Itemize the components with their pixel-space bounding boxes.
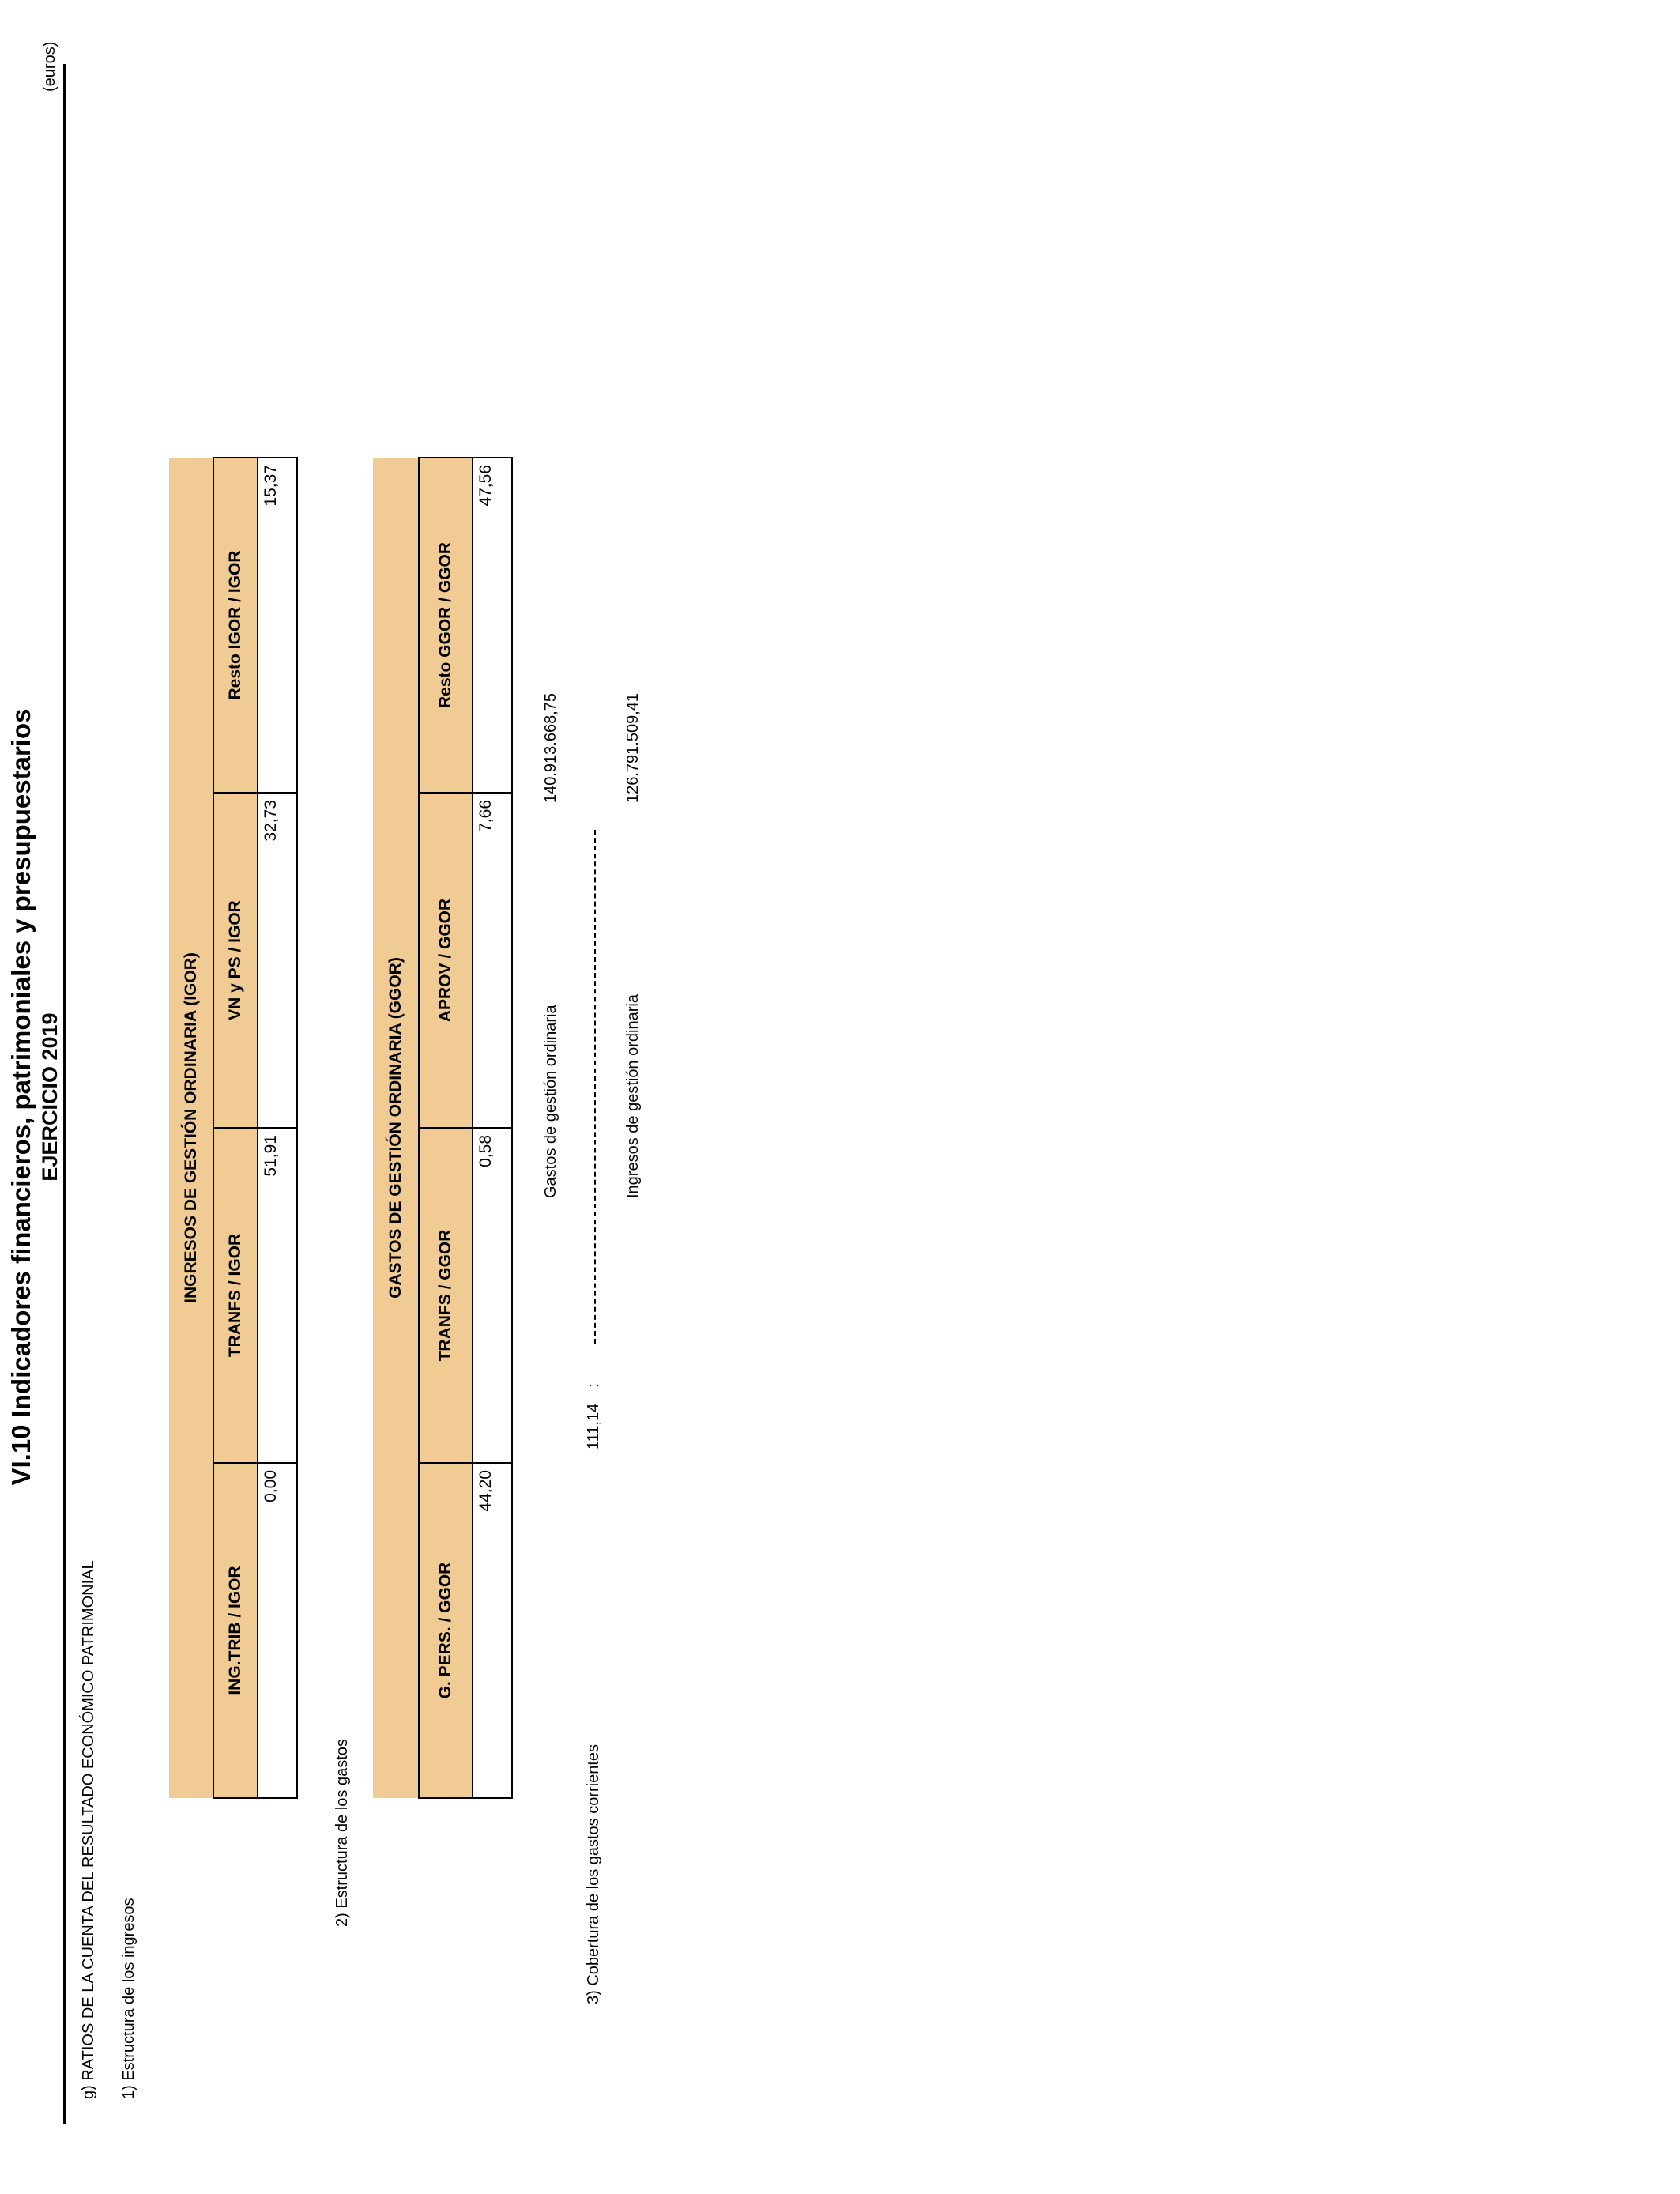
- gastos-col-header: TRANFS / GGOR: [419, 1128, 473, 1463]
- ingresos-section-label: 1) Estructura de los ingresos: [120, 1898, 137, 2099]
- ingresos-table: [169, 457, 298, 1799]
- ingresos-value: 15,37: [258, 458, 297, 793]
- ingresos-col-header: ING.TRIB / IGOR: [213, 1463, 258, 1798]
- gastos-section-label: 2) Estructura de los gastos: [333, 1739, 351, 1927]
- units-label: (euros): [41, 41, 58, 92]
- gastos-value: 47,56: [473, 458, 512, 793]
- ingresos-col-header: Resto IGOR / IGOR: [213, 458, 258, 793]
- cobertura-section-label: 3) Cobertura de los gastos corrientes: [585, 1744, 602, 2004]
- gastos-group-header: GASTOS DE GESTIÓN ORDINARIA (GGOR): [373, 458, 419, 1798]
- gastos-value: 7,66: [473, 793, 512, 1128]
- numerator-label: Gastos de gestión ordinaria: [542, 1005, 559, 1198]
- ingresos-value: 51,91: [258, 1128, 297, 1463]
- denominator-label: Ingresos de gestión ordinaria: [624, 994, 642, 1198]
- ingresos-group-header: INGRESOS DE GESTIÓN ORDINARIA (IGOR): [169, 458, 213, 1798]
- page-title: VI.10 Indicadores financieros, patrimoniales y presupuestarios: [6, 708, 36, 1486]
- gastos-table: [373, 457, 513, 1799]
- cobertura-value: 111,14: [585, 1403, 602, 1449]
- gastos-value: 0,58: [473, 1128, 512, 1463]
- ingresos-col-header: VN y PS / IGOR: [213, 793, 258, 1128]
- gastos-col-header: Resto GGOR / GGOR: [419, 458, 473, 793]
- page-subtitle: EJERCICIO 2019: [38, 1012, 62, 1182]
- cobertura-colon: :: [585, 1383, 602, 1388]
- gastos-col-header: APROV / GGOR: [419, 793, 473, 1128]
- ingresos-value: 0,00: [258, 1463, 297, 1798]
- gastos-col-header: G. PERS. / GGOR: [419, 1463, 473, 1798]
- denominator-value: 126.791.509,41: [624, 692, 642, 803]
- fraction-line: [594, 830, 596, 1344]
- gastos-value: 44,20: [473, 1463, 512, 1798]
- ingresos-value: 32,73: [258, 793, 297, 1128]
- section-title: g) RATIOS DE LA CUENTA DEL RESULTADO ECONÓMICO PATRIMONIAL: [80, 1560, 97, 2099]
- numerator-value: 140.913.668,75: [542, 692, 559, 803]
- ingresos-col-header: TRANFS / IGOR: [213, 1128, 258, 1463]
- header-rule: [63, 64, 66, 2124]
